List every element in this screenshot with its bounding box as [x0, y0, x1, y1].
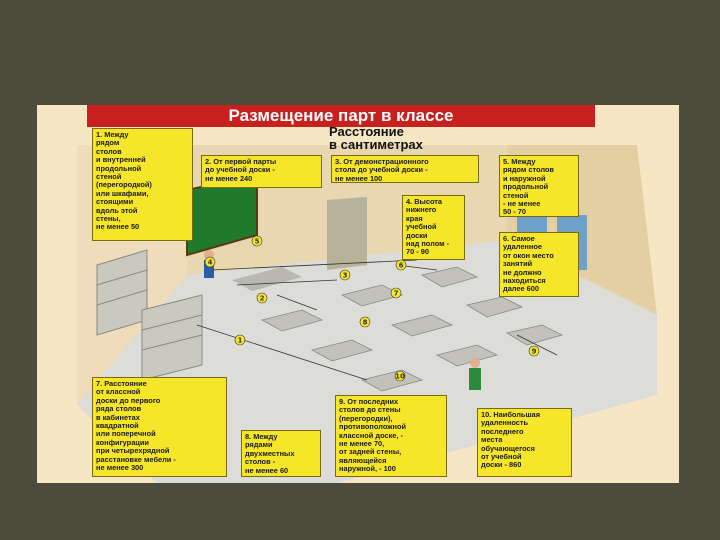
diagram-subtitle: Расстояние в сантиметрах [329, 124, 423, 152]
note-10: 10. Наибольшая удаленность последнего места обучающегося от учебной доски - 860 [477, 408, 572, 477]
note-8: 8. Между рядами двухместных столов - не менее 60 [241, 430, 321, 477]
slide [37, 105, 679, 483]
note-4: 4. Высота нижнего края учебной доски над полом - 70 - 90 [402, 195, 465, 260]
diagram-title: Размещение парт в классе [87, 105, 595, 127]
distance-marker-label: 1 [237, 336, 243, 345]
distance-marker-label: 4 [207, 258, 213, 267]
door [327, 197, 367, 270]
distance-marker-label: 2 [259, 294, 265, 303]
distance-marker-label: 8 [362, 318, 368, 327]
distance-marker-label: 7 [393, 289, 399, 298]
distance-marker-label: 9 [531, 347, 537, 356]
distance-marker-label: 3 [342, 271, 348, 280]
note-7: 7. Расстояние от классной доски до первого ряда столов в кабинетах квадратной или поперечной конфигурации при четырехрядной расстановке мебели - не менее 300 [92, 377, 227, 477]
distance-marker-label: 5 [254, 237, 260, 246]
distance-marker-label: 6 [398, 261, 404, 270]
note-5: 5. Между рядом столов и наружной продольной стеной - не менее 50 - 70 [499, 155, 579, 217]
note-2: 2. От первой парты до учебной доски - не менее 240 [201, 155, 322, 188]
note-6: 6. Самое удаленное от окон место занятий не должно находиться далее 600 [499, 232, 579, 297]
student-figure [469, 368, 481, 390]
note-1: 1. Между рядом столов и внутренней продольной стеной (перегородкой) или шкафами, стоящими вдоль этой стены, не менее 50 [92, 128, 193, 241]
note-9: 9. От последних столов до стены (перегородки), противоположной классной доске, - не менее 70, от задней стены, являющейся наружной, - 100 [335, 395, 447, 477]
distance-marker-label: 10 [395, 372, 405, 381]
note-3: 3. От демонстрационного стола до учебной доски - не менее 100 [331, 155, 479, 183]
